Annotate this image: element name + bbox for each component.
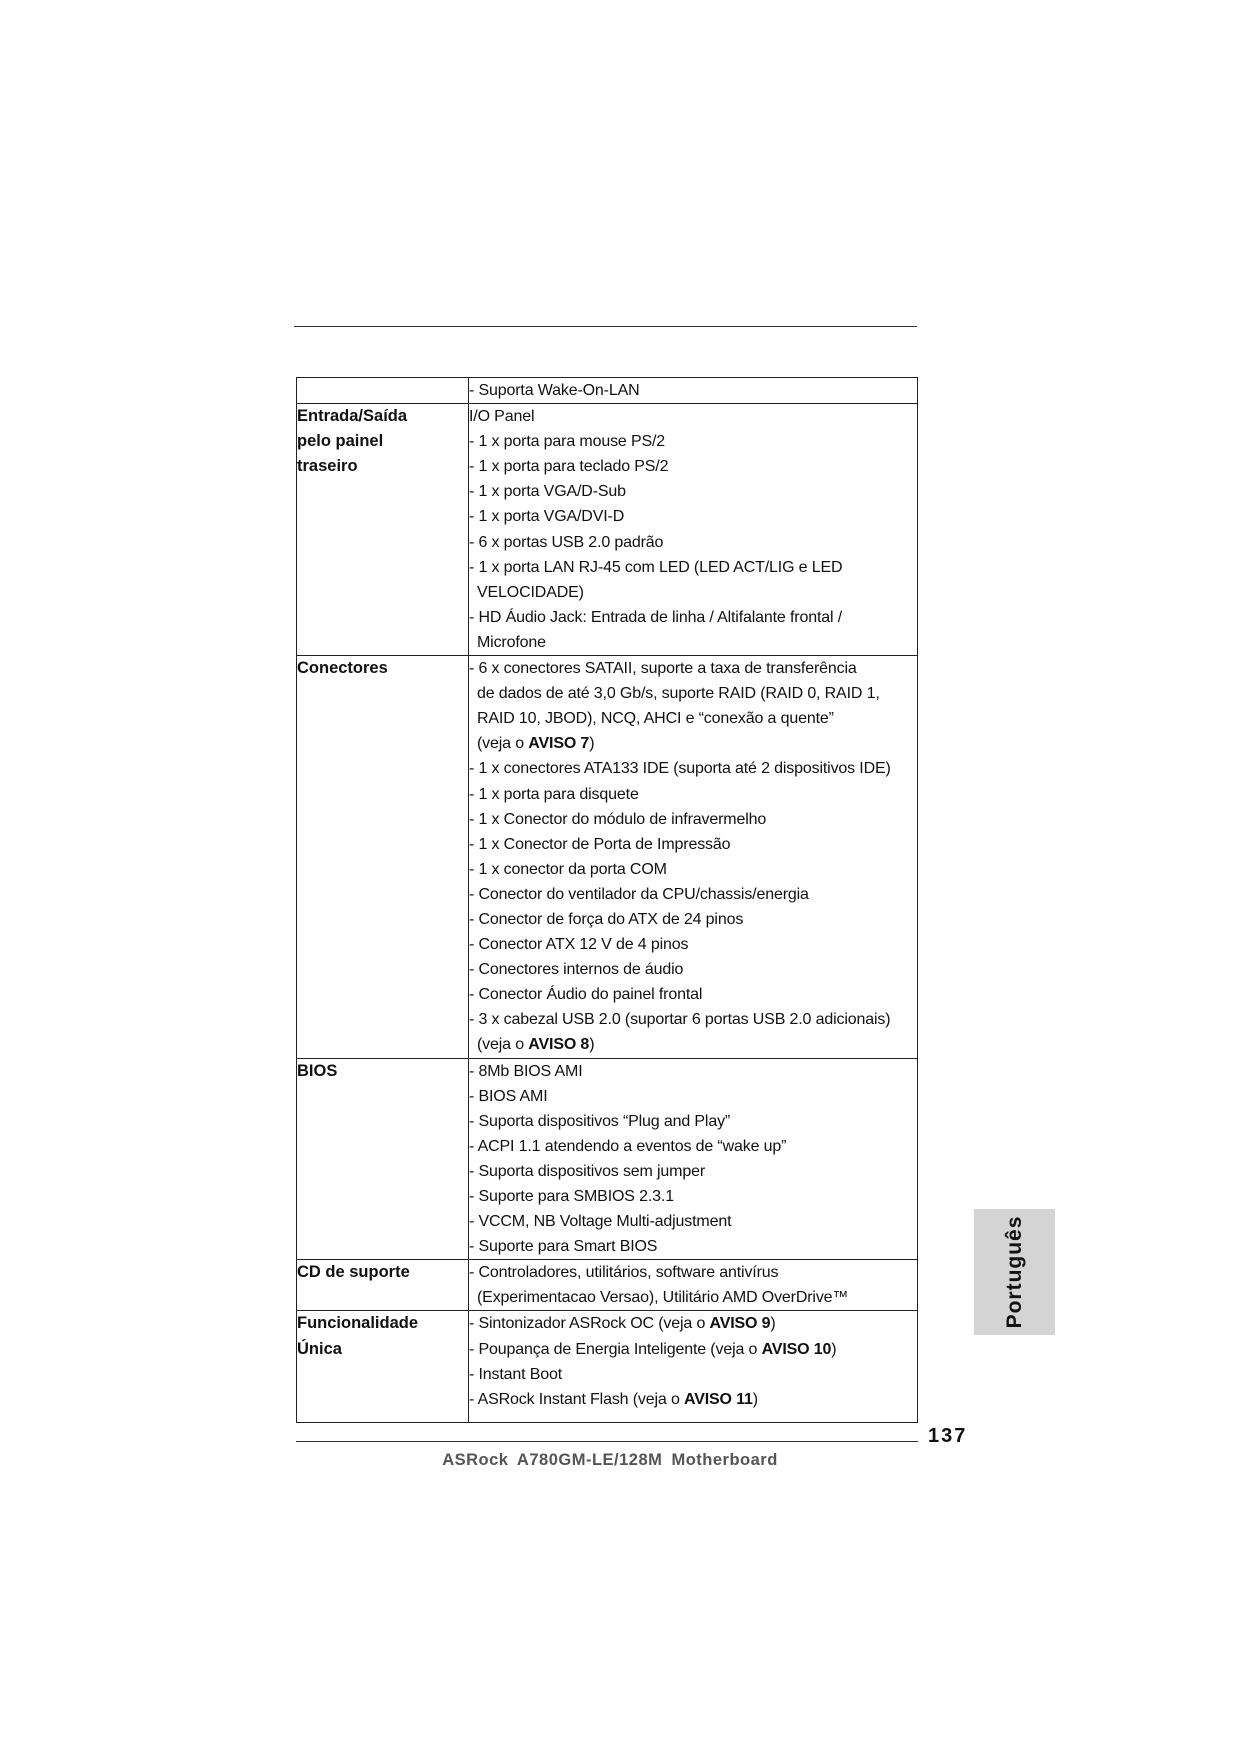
notice-reference: AVISO 8	[528, 1036, 590, 1054]
spec-line-text: - 1 x Conector do módulo de infravermelho	[469, 810, 767, 828]
spec-line	[469, 1184, 917, 1209]
spec-line	[469, 378, 917, 403]
spec-line	[469, 882, 917, 907]
spec-label: CD de suporte	[297, 1260, 469, 1311]
spec-line-text: - Conector ATX 12 V de 4 pinos	[469, 936, 689, 954]
spec-line-text: - 1 x porta VGA/D-Sub	[469, 483, 626, 501]
spec-line	[469, 479, 917, 504]
spec-line-text: - Conector Áudio do painel frontal	[469, 986, 703, 1004]
spec-line-text: - Conector do ventilador da CPU/chassis/energia	[469, 885, 809, 903]
spec-line-text: - Suporta Wake-On-LAN	[469, 382, 640, 399]
spec-line	[469, 1362, 917, 1387]
spec-line	[469, 630, 917, 655]
spec-line	[469, 1109, 917, 1134]
spec-line	[469, 1032, 917, 1057]
spec-values	[469, 1058, 918, 1260]
spec-line-text: - HD Áudio Jack: Entrada de linha / Altifalante frontal /	[469, 608, 842, 626]
spec-line	[469, 555, 917, 580]
notice-reference: AVISO 10	[761, 1340, 832, 1358]
spec-line-text: (veja o	[477, 735, 529, 753]
spec-line-text: - Controladores, utilitários, software antivírus	[469, 1264, 779, 1282]
page-number: 137	[928, 1425, 968, 1447]
spec-line	[469, 504, 917, 529]
spec-line	[469, 1159, 917, 1184]
notice-reference: AVISO 9	[709, 1315, 771, 1333]
spec-label: Conectores	[297, 656, 469, 1059]
spec-line-text: (Experimentacao Versao), Utilitário AMD OverDrive™	[477, 1289, 849, 1307]
spec-line-text: - ACPI 1.1 atendendo a eventos de “wake up”	[469, 1137, 787, 1155]
spec-line-text: de dados de até 3,0 Gb/s, suporte RAID (RAID 0, RAID 1,	[477, 685, 880, 703]
spec-line	[469, 681, 917, 706]
spec-line	[469, 1084, 917, 1109]
spec-label: Entrada/Saída pelo painel traseiro	[297, 404, 469, 656]
spec-line	[469, 982, 917, 1007]
spec-line-text: - 1 x Conector de Porta de Impressão	[469, 835, 731, 853]
spec-line-text: RAID 10, JBOD), NCQ, AHCI e “conexão a quente”	[477, 710, 834, 728]
spec-line-text: - ASRock Instant Flash (veja o	[469, 1390, 684, 1408]
spec-line-text: - 1 x porta para teclado PS/2	[469, 458, 669, 476]
spec-line	[469, 1285, 917, 1310]
spec-line-text: - Suporta dispositivos sem jumper	[469, 1162, 706, 1180]
spec-line-text: - 1 x porta VGA/DVI-D	[469, 508, 625, 526]
spec-table-body	[297, 378, 918, 1423]
spec-values	[469, 1260, 918, 1311]
spec-line-text: - VCCM, NB Voltage Multi-adjustment	[469, 1213, 732, 1231]
spec-line	[469, 1260, 917, 1285]
spec-line-text: - 1 x porta para disquete	[469, 785, 639, 803]
spec-line	[469, 429, 917, 454]
spec-line-text: - BIOS AMI	[469, 1087, 548, 1105]
spec-line	[469, 932, 917, 957]
spec-table	[296, 377, 918, 1423]
spec-line	[469, 756, 917, 781]
spec-line-text: - 6 x conectores SATAII, suporte a taxa de transferência	[469, 660, 857, 678]
spec-line-suffix: )	[770, 1315, 776, 1333]
spec-line-text: - 3 x cabezal USB 2.0 (suportar 6 portas USB 2.0 adicionais)	[469, 1011, 891, 1029]
spec-line-text: - Suporta dispositivos “Plug and Play”	[469, 1112, 731, 1130]
spec-label	[297, 378, 469, 404]
spec-line-text: - Suporte para SMBIOS 2.3.1	[469, 1188, 674, 1205]
spec-line-text: Microfone	[477, 633, 546, 651]
spec-line	[469, 807, 917, 832]
spec-label: BIOS	[297, 1058, 469, 1260]
spec-line	[469, 656, 917, 681]
language-tab-label: Português	[1002, 1215, 1026, 1329]
spec-line	[469, 957, 917, 982]
spec-line	[469, 731, 917, 756]
spec-line	[469, 1134, 917, 1159]
spec-row	[297, 404, 918, 656]
spec-line-text: VELOCIDADE)	[477, 583, 584, 601]
footer-product-name: ASRock A780GM-LE/128M Motherboard	[442, 1451, 778, 1469]
spec-line-text: - Conectores internos de áudio	[469, 961, 684, 979]
spec-line	[469, 832, 917, 857]
spec-line	[469, 1337, 917, 1362]
spec-row	[297, 378, 918, 404]
spec-line	[469, 1387, 917, 1412]
bottom-rule	[296, 1441, 918, 1442]
notice-reference: AVISO 7	[528, 735, 590, 753]
spec-line	[469, 907, 917, 932]
spec-line	[469, 580, 917, 605]
spec-values	[469, 378, 918, 404]
spec-row	[297, 1058, 918, 1260]
spec-label: Funcionalidade Única	[297, 1311, 469, 1422]
spec-line-text: (veja o	[477, 1036, 529, 1054]
spec-line-text: - 1 x porta LAN RJ-45 com LED (LED ACT/LIG e LED	[469, 558, 843, 576]
spec-line-text: - 8Mb BIOS AMI	[469, 1062, 583, 1080]
spec-line	[469, 782, 917, 807]
spec-line-suffix: )	[589, 735, 595, 753]
spec-line	[469, 404, 917, 429]
spec-line-text: - 1 x conectores ATA133 IDE (suporta até 2 dispositivos IDE)	[469, 760, 891, 778]
language-tab	[974, 1209, 1055, 1335]
spec-values	[469, 404, 918, 656]
spec-line	[469, 454, 917, 479]
spec-line-text: I/O Panel	[469, 408, 535, 426]
spec-row	[297, 656, 918, 1059]
spec-line-suffix: )	[589, 1036, 595, 1054]
spec-line	[469, 530, 917, 555]
spec-values	[469, 656, 918, 1059]
spec-line-suffix: )	[752, 1390, 758, 1408]
spec-line	[469, 1209, 917, 1234]
top-rule	[294, 326, 917, 327]
spec-line-text: - 1 x porta para mouse PS/2	[469, 433, 666, 451]
spec-line	[469, 605, 917, 630]
spec-values	[469, 1311, 918, 1422]
spec-line	[469, 1007, 917, 1032]
spec-row	[297, 1260, 918, 1311]
spec-row	[297, 1311, 918, 1422]
spec-line	[469, 706, 917, 731]
spec-line-suffix: )	[831, 1340, 837, 1358]
spec-line	[469, 1059, 917, 1084]
spec-line-text: - 1 x conector da porta COM	[469, 860, 667, 878]
spec-line-text: - Conector de força do ATX de 24 pinos	[469, 910, 744, 928]
spec-line-text: - Poupança de Energia Inteligente (veja o	[469, 1340, 762, 1358]
spec-line-text: - Instant Boot	[469, 1365, 563, 1383]
spec-line-text: - 6 x portas USB 2.0 padrão	[469, 533, 664, 551]
spec-line	[469, 1234, 917, 1259]
spec-line	[469, 857, 917, 882]
spec-line-text: - Suporte para Smart BIOS	[469, 1238, 658, 1256]
spec-line	[469, 1311, 917, 1336]
spec-line-text: - Sintonizador ASRock OC (veja o	[469, 1315, 710, 1333]
notice-reference: AVISO 11	[684, 1390, 753, 1408]
